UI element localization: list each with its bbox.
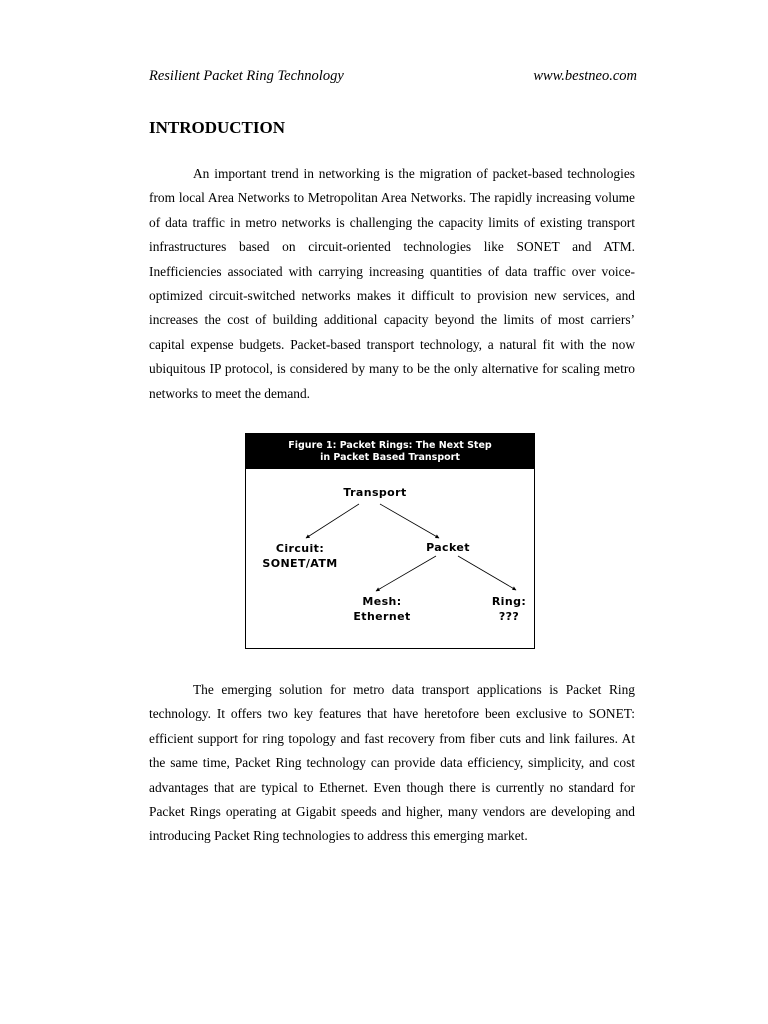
figure-title-line-1: Figure 1: Packet Rings: The Next Step [288, 440, 492, 451]
node-packet [412, 540, 484, 555]
node-mesh [342, 594, 422, 624]
node-ring-label-2: ??? [498, 610, 520, 623]
running-header [149, 66, 637, 86]
header-title: Resilient Packet Ring Technology [149, 68, 344, 84]
paragraph-emerging-solution: The emerging solution for metro data transport applications is Packet Ring technology. It offers two key features that have heretofore been exclusive to SONET: efficient support for ring topology and fast recovery from fiber cuts and link failures. At the same time, Packet Ring technology can provide data efficiency, simplicity, and cost advantages that are typical to Ethernet. Even though there is currently no standard for Packet Rings operating at Gigabit speeds and higher, many vendors are developing and introducing Packet Ring technologies to address this emerging market. [149, 682, 635, 844]
arrow-packet-mesh [376, 556, 436, 591]
node-ring [484, 594, 534, 624]
figure-title-line-2: in Packet Based Transport [320, 452, 460, 463]
node-ring-label-1: Ring: [491, 595, 527, 608]
node-circuit-label-1: Circuit: [275, 542, 325, 555]
arrow-packet-ring [458, 556, 516, 590]
arrow-transport-circuit [306, 504, 359, 538]
node-circuit-label-2: SONET/ATM [262, 557, 338, 570]
figure-packet-rings [245, 433, 535, 649]
header-website: www.bestneo.com [533, 68, 637, 84]
node-circuit [250, 541, 350, 571]
section-heading: INTRODUCTION [149, 118, 286, 137]
node-mesh-label-2: Ethernet [353, 610, 411, 623]
node-mesh-label-1: Mesh: [362, 595, 402, 608]
node-transport [330, 485, 420, 500]
paragraph-intro: An important trend in networking is the migration of packet-based technologies from local Area Networks to Metropolitan Area Networks. The rapidly increasing volume of data traffic in metro networks is challenging the capacity limits of existing transport infrastructures based on circuit-oriented technologies like SONET and ATM. Inefficiencies associated with carrying increasing quantities of data traffic over voice-optimized circuit-switched networks makes it difficult to provision new services, and increases the cost of building additional capacity beyond the limits of most carriers’ capital expense budgets. Packet-based transport technology, a natural fit with the now ubiquitous IP protocol, is considered by many to be the only alternative for scaling metro networks to meet the demand. [149, 166, 635, 401]
node-packet-label: Packet [426, 541, 470, 554]
arrow-transport-packet [380, 504, 439, 538]
node-transport-label: Transport [343, 486, 407, 499]
